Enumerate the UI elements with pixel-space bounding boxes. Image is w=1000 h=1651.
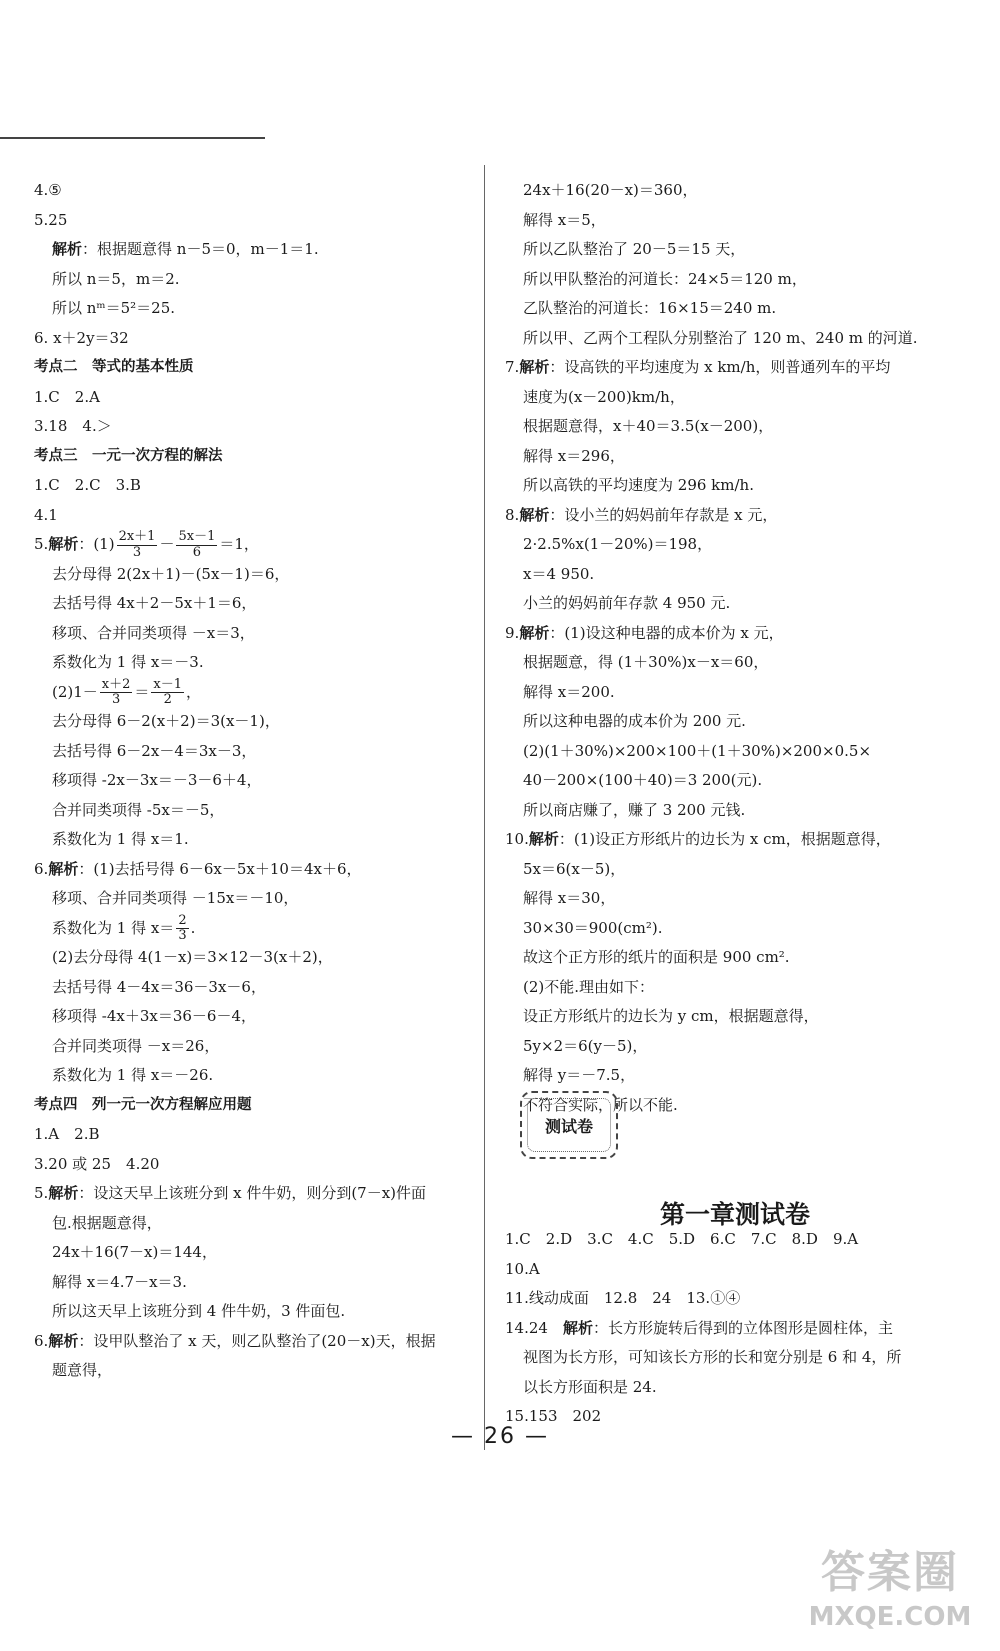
fraction: $\frac{2x+1}{3}$ — [118, 529, 156, 560]
solution-line: 以长方形面积是 24. — [523, 1377, 657, 1396]
section-heading: 考点三 一元一次方程的解法 — [34, 447, 223, 464]
header-rule — [0, 137, 265, 139]
analysis-label: 解析 — [528, 830, 559, 848]
answer-line: 3.20 或 25 4.20 — [34, 1154, 160, 1173]
solution-line: 设正方形纸片的边长为 y cm，根据题意得， — [523, 1007, 819, 1025]
solution-line: 题意得， — [52, 1361, 113, 1379]
solution-line: 移项、合并同类项得 －x＝3， — [52, 623, 255, 642]
section-heading: 考点二 等式的基本性质 — [34, 359, 194, 375]
analysis-label: 解析 — [519, 358, 550, 376]
solution-line: 去分母得 6－2(x＋2)＝3(x－1)， — [52, 712, 280, 730]
solution-line: 去括号得 4－4x＝36－3x－6， — [52, 977, 266, 996]
solution-line: 系数化为 1 得 x＝1. — [52, 830, 189, 848]
solution-line: 所以商店赚了，赚了 3 200 元钱. — [523, 800, 746, 819]
test-paper-badge: 测试卷 — [520, 1091, 618, 1159]
solution-line: 合并同类项得 －x＝26， — [52, 1036, 220, 1055]
solution-line: 不符合实际，所以不能. — [523, 1095, 678, 1114]
solution-line: (2)(1＋30%)×200×100＋(1＋30%)×200×0.5× — [523, 741, 872, 760]
solution-line: 2·2.5%x(1－20%)＝198， — [523, 535, 713, 553]
answer-line: 10.A — [505, 1259, 540, 1278]
solution-line: 移项、合并同类项得 －15x＝－10， — [52, 889, 299, 907]
answer-line: 4.1 — [34, 505, 58, 524]
solution-line: 30×30＝900(cm²). — [523, 918, 663, 937]
page-number: — 26 — — [451, 1424, 549, 1449]
solution-line: 解得 x＝200. — [523, 682, 615, 701]
analysis-label: 解析 — [519, 623, 550, 642]
solution-line: 视图为长方形，可知该长方形的长和宽分别是 6 和 4，所 — [523, 1348, 902, 1366]
solution-line: 所以这种电器的成本价为 200 元. — [523, 712, 746, 730]
solution-line: 所以甲队整治的河道长：24×5＝120 m， — [523, 269, 807, 288]
solution-line: 解得 x＝5， — [523, 210, 606, 229]
solution-line: 移项得 -2x－3x＝－3－6＋4， — [52, 771, 262, 789]
fraction: $\frac{5x-1}{6}$ — [178, 529, 216, 560]
answer-line: 1.A 2.B — [34, 1125, 100, 1143]
solution-line: 解得 x＝296， — [523, 446, 625, 465]
answer-line: 4.⑤ — [34, 181, 62, 199]
solution-line: 去括号得 4x＋2－5x＋1＝6， — [52, 594, 257, 612]
solution-line: 根据题意，得 (1＋30%)x－x＝60， — [523, 653, 769, 671]
fraction: $\frac{x-1}{2}$ — [153, 676, 183, 707]
solution-line: 24x＋16(7－x)＝144， — [52, 1243, 217, 1261]
analysis-label: 解析 — [519, 505, 550, 524]
solution-line: 6.解析：(1)去括号得 6－6x－5x＋10＝4x＋6， — [34, 859, 362, 878]
solution-line: 所以乙队整治了 20－5＝15 天， — [523, 240, 746, 258]
solution-line: 系数化为 1 得 x＝－3. — [52, 653, 204, 671]
left-column — [34, 176, 474, 1386]
solution-line: 10.解析：(1)设正方形纸片的边长为 x cm，根据题意得， — [505, 830, 891, 848]
solution-line: 去分母得 2(2x＋1)－(5x－1)＝6， — [52, 564, 290, 583]
solution-line: 所以这天早上该班分到 4 件牛奶，3 件面包. — [52, 1302, 346, 1320]
solution-line: 解得 x＝4.7－x＝3. — [52, 1272, 187, 1291]
solution-line: 乙队整治的河道长：16×15＝240 m. — [523, 299, 777, 317]
watermark-logo: 答案圈 MXQE.COM — [808, 1547, 972, 1632]
solution-line: 9.解析：(1)设这种电器的成本价为 x 元， — [505, 623, 784, 642]
solution-line: 7.解析：设高铁的平均速度为 x km/h，则普通列车的平均 — [505, 358, 891, 376]
analysis-label: 解析 — [48, 1331, 79, 1350]
solution-line: 系数化为 1 得 x＝－26. — [52, 1066, 214, 1084]
solution-line: x＝4 950. — [523, 564, 595, 583]
answer-line: 1.C 2.C 3.B — [34, 476, 141, 494]
solution-line: 所以 nᵐ＝5²＝25. — [52, 299, 176, 317]
section-heading: 考点四 列一元一次方程解应用题 — [34, 1096, 252, 1113]
solution-line: 5.解析：(1) $\frac{2x+1}{3}$ － $\frac{5x-1}{6}$ ＝1， — [34, 529, 259, 560]
answer-line: 11.线动成面 12.8 24 13.①④ — [505, 1289, 741, 1307]
fraction: $\frac{x+2}{3}$ — [101, 676, 131, 707]
analysis-label: 解析 — [48, 859, 79, 878]
solution-line: 24x＋16(20－x)＝360， — [523, 181, 698, 199]
solution-line: (2)1－ $\frac{x+2}{3}$ ＝ $\frac{x-1}{2}$ ， — [52, 676, 202, 707]
solution-line: (2)不能.理由如下： — [523, 977, 655, 996]
test-answers — [505, 1225, 965, 1432]
solution-line: 包.根据题意得， — [52, 1213, 162, 1232]
right-column — [505, 176, 965, 1120]
answer-line: 15.153 202 — [505, 1407, 602, 1425]
answer-line: 1.C 2.A — [34, 387, 100, 406]
solution-line: 合并同类项得 -5x＝－5， — [52, 800, 225, 819]
fraction: $\frac{2}{3}$ — [178, 912, 187, 943]
solution-line: 解得 x＝30， — [523, 889, 616, 907]
answer-line: 3.18 4.＞ — [34, 417, 112, 435]
solution-line: 5x＝6(x－5)， — [523, 859, 626, 878]
solution-line: 解得 y＝－7.5， — [523, 1066, 636, 1084]
solution-line: 所以甲、乙两个工程队分别整治了 120 m、240 m 的河道. — [523, 328, 918, 347]
solution-line: 5y×2＝6(y－5)， — [523, 1036, 648, 1055]
analysis-label: 解析 — [48, 1184, 79, 1202]
analysis-label: 解析 — [48, 535, 79, 553]
answer-line: 6. x＋2y＝32 — [34, 328, 129, 347]
answer-line: 5.25 — [34, 210, 68, 229]
answer-line: 1.C 2.D 3.C 4.C 5.D 6.C 7.C 8.D 9.A — [505, 1230, 859, 1248]
solution-line: 8.解析：设小兰的妈妈前年存款是 x 元， — [505, 505, 778, 524]
solution-line: 5.解析：设这天早上该班分到 x 件牛奶，则分到(7－x)件面 — [34, 1184, 427, 1202]
solution-line: 移项得 -4x＋3x＝36－6－4， — [52, 1007, 257, 1025]
solution-line: 所以高铁的平均速度为 296 km/h. — [523, 476, 754, 494]
analysis-label: 解析 — [52, 240, 83, 258]
solution-line: 14.24 解析：长方形旋转后得到的立体图形是圆柱体，主 — [505, 1318, 893, 1337]
solution-line: 去括号得 6－2x－4＝3x－3， — [52, 741, 257, 760]
analysis-label: 解析 — [562, 1318, 593, 1337]
solution-line: 解析：根据题意得 n－5＝0，m－1＝1. — [52, 240, 319, 258]
solution-line: 所以 n＝5，m＝2. — [52, 269, 180, 288]
solution-line: (2)去分母得 4(1－x)＝3×12－3(x＋2)， — [52, 948, 333, 966]
solution-line: 故这个正方形的纸片的面积是 900 cm². — [523, 948, 790, 966]
solution-line: 小兰的妈妈前年存款 4 950 元. — [523, 594, 731, 612]
column-divider — [484, 165, 485, 1450]
solution-line: 系数化为 1 得 x＝ $\frac{2}{3}$ . — [52, 912, 196, 943]
solution-line: 速度为(x－200)km/h， — [523, 387, 685, 406]
solution-line: 根据题意得，x＋40＝3.5(x－200)， — [523, 417, 774, 435]
solution-line: 6.解析：设甲队整治了 x 天，则乙队整治了(20－x)天，根据 — [34, 1331, 436, 1350]
solution-line: 40－200×(100＋40)＝3 200(元). — [523, 771, 763, 789]
chapter-title: 第一章测试卷 — [659, 1200, 810, 1229]
